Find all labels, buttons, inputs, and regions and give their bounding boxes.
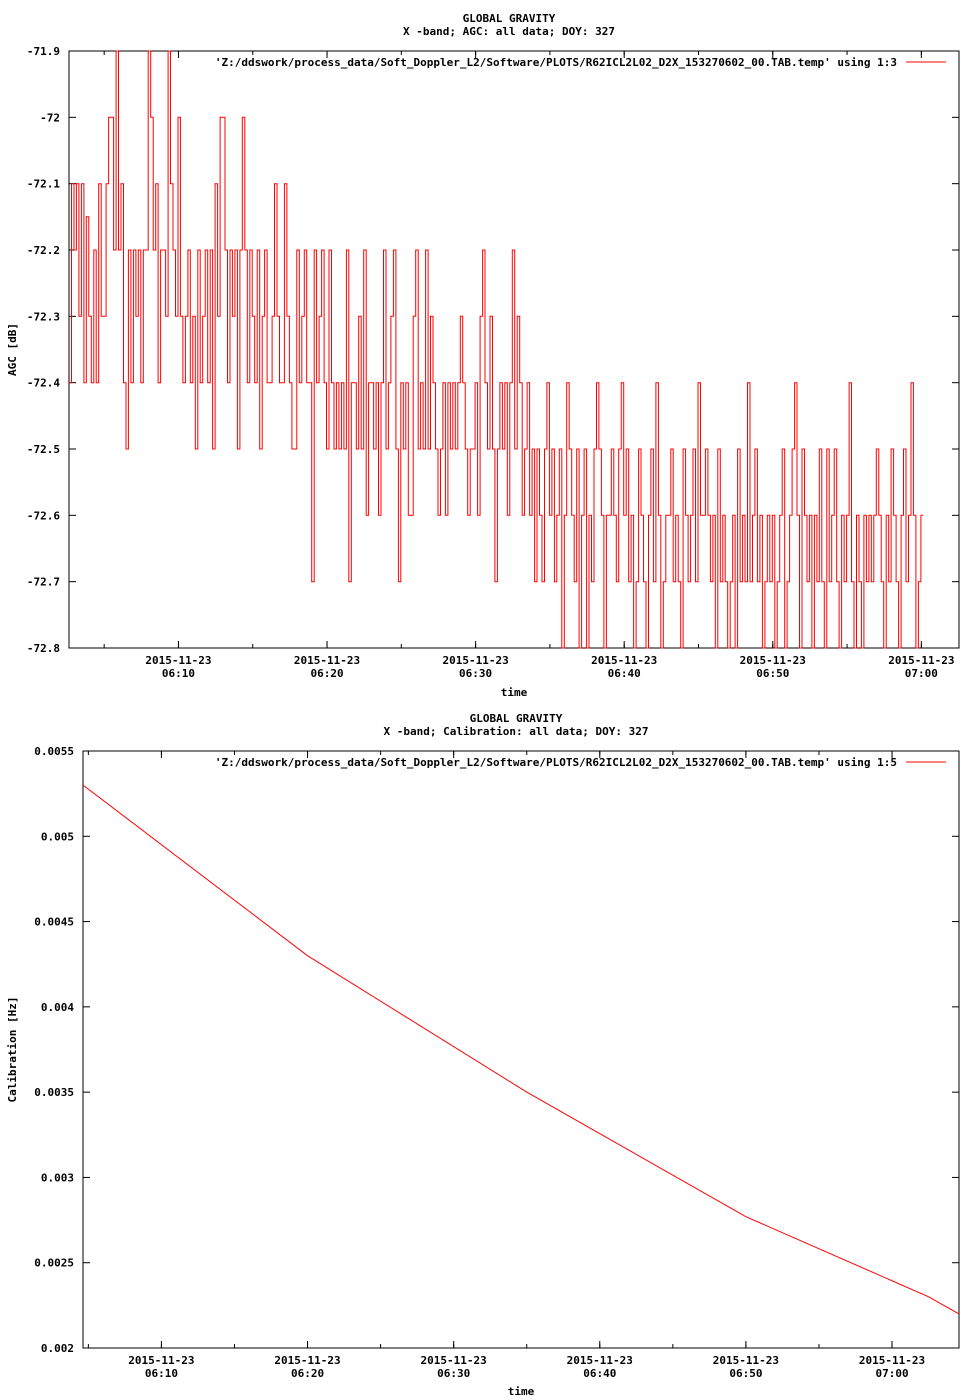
chart-panel-2 — [6, 712, 959, 1398]
x-tick-time: 07:00 — [875, 1367, 909, 1380]
x-tick-date: 2015-11-23 — [712, 1354, 780, 1367]
y-tick-label: -72.5 — [26, 443, 60, 456]
x-tick-date: 2015-11-23 — [888, 654, 955, 667]
chart-subtitle: X -band; Calibration: all data; DOY: 327 — [383, 725, 649, 738]
x-tick-time: 06:10 — [161, 667, 196, 680]
y-tick-label: -72.1 — [26, 177, 60, 191]
y-tick-label: -71.9 — [26, 45, 60, 58]
x-tick-date: 2015-11-23 — [145, 654, 212, 667]
x-tick-date: 2015-11-23 — [128, 1354, 195, 1367]
x-tick-time: 06:10 — [144, 1367, 178, 1380]
chart-title: GLOBAL GRAVITY — [462, 12, 556, 25]
x-tick-time: 06:20 — [290, 1367, 325, 1380]
y-tick-label: 0.005 — [40, 830, 74, 844]
y-tick-label: 0.0055 — [34, 745, 74, 758]
legend-label: 'Z:/ddswork/process_data/Soft_Doppler_L2/Software/PLOTS/R62ICL2L02_D2X_153270602_00.TAB.temp' using 1:3 — [214, 56, 897, 69]
y-tick-label: 0.0035 — [34, 1086, 74, 1100]
y-tick-label: -72.4 — [26, 376, 60, 390]
x-axis-label: time — [507, 1385, 535, 1398]
y-tick-label: 0.0045 — [34, 915, 74, 929]
x-tick-time: 06:50 — [729, 1367, 763, 1380]
x-tick-time: 06:20 — [310, 667, 344, 680]
x-tick-time: 07:00 — [904, 667, 938, 680]
y-tick-label: -72 — [40, 111, 60, 125]
x-tick-time: 06:30 — [437, 1367, 471, 1380]
y-tick-label: 0.002 — [40, 1342, 74, 1355]
x-tick-date: 2015-11-23 — [858, 1354, 926, 1367]
y-tick-label: -72.8 — [26, 642, 60, 655]
x-tick-date: 2015-11-23 — [739, 654, 806, 667]
y-tick-label: -72.6 — [26, 509, 60, 523]
x-tick-date: 2015-11-23 — [566, 1354, 633, 1367]
x-tick-time: 06:40 — [607, 667, 641, 680]
y-tick-label: -72.2 — [26, 244, 60, 257]
chart-title: GLOBAL GRAVITY — [469, 712, 563, 725]
y-tick-label: -72.3 — [26, 310, 60, 324]
x-tick-date: 2015-11-23 — [442, 654, 509, 667]
y-tick-label: 0.003 — [40, 1171, 74, 1185]
legend-label: 'Z:/ddswork/process_data/Soft_Doppler_L2/Software/PLOTS/R62ICL2L02_D2X_153270602_00.TAB.temp' using 1:5 — [214, 756, 897, 769]
series-line — [83, 785, 959, 1314]
x-axis-label: time — [500, 686, 528, 699]
plot-frame — [83, 751, 959, 1348]
series-line — [69, 51, 923, 648]
x-tick-date: 2015-11-23 — [591, 654, 658, 667]
y-axis-label: Calibration [Hz] — [6, 996, 19, 1103]
x-tick-date: 2015-11-23 — [293, 654, 361, 667]
chart-subtitle: X -band; AGC: all data; DOY: 327 — [403, 25, 615, 38]
x-tick-date: 2015-11-23 — [420, 1354, 487, 1367]
y-tick-label: 0.004 — [40, 1000, 74, 1014]
y-axis-label: AGC [dB] — [6, 323, 19, 376]
x-tick-time: 06:40 — [583, 1367, 617, 1380]
chart-panel-1 — [6, 12, 959, 699]
x-tick-date: 2015-11-23 — [274, 1354, 341, 1367]
y-tick-label: -72.7 — [26, 575, 60, 589]
x-tick-time: 06:30 — [459, 667, 493, 680]
y-tick-label: 0.0025 — [34, 1256, 74, 1270]
x-tick-time: 06:50 — [756, 667, 790, 680]
